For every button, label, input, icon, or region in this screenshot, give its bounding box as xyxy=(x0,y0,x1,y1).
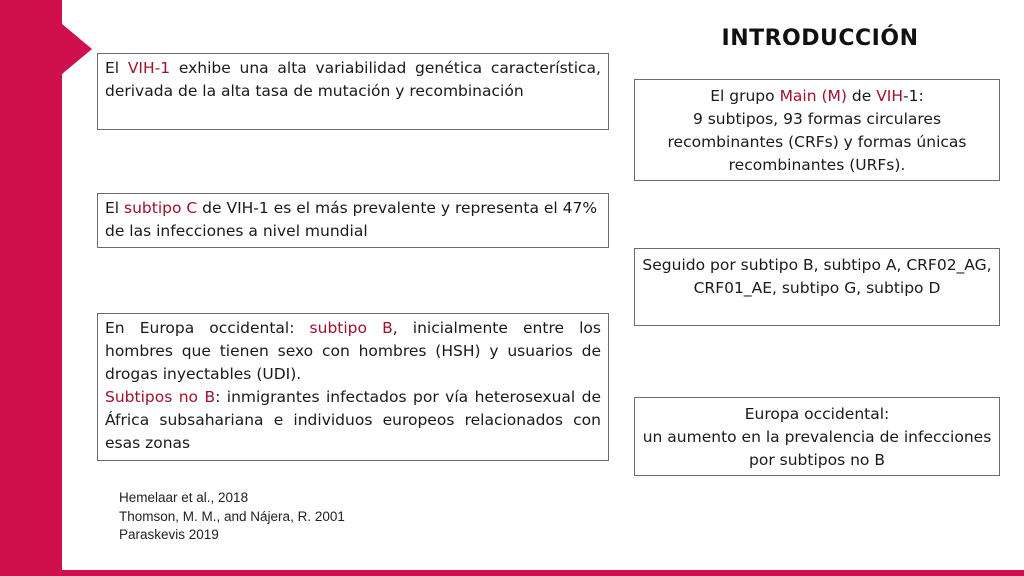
group-m-text-e: -1: xyxy=(903,87,924,105)
western-europe-text-c: , inicialmente entre los hombres que tienen sexo con hombres (HSH) y usuarios de drogas inyectables (UDI). xyxy=(105,319,601,383)
bottom-accent-bar xyxy=(0,570,1024,576)
main-m-highlight: Main (M) xyxy=(779,87,847,105)
europe-increase-box xyxy=(634,397,1000,476)
subtype-b-highlight: subtipo B xyxy=(309,319,393,337)
variability-text-c: exhibe una alta variabilidad genética característica, derivada de la alta tasa de mutación y recombinación xyxy=(105,59,601,100)
accent-arrow-notch xyxy=(62,24,92,74)
page-title: INTRODUCCIÓN xyxy=(721,26,919,51)
group-m-box xyxy=(634,79,1000,181)
group-m-text-c: de xyxy=(846,87,877,105)
vih1-highlight: VIH-1 xyxy=(127,59,171,77)
subtype-c-highlight: subtipo C xyxy=(124,199,198,217)
group-m-text-a: El grupo xyxy=(710,87,780,105)
non-b-subtypes-highlight: Subtipos no B xyxy=(105,388,216,406)
western-europe-text-a: En Europa occidental: xyxy=(105,319,310,337)
reference-item: Thomson, M. M., and Nájera, R. 2001 xyxy=(119,508,345,524)
subtype-c-text-a: El xyxy=(105,199,125,217)
vih-highlight: VIH xyxy=(876,87,904,105)
subtype-c-text-c: de VIH-1 es el más prevalente y representa el 47% de las infecciones a nivel mundial xyxy=(105,199,598,240)
variability-text-a: El xyxy=(105,59,128,77)
subtype-c-box xyxy=(97,193,609,248)
europe-increase-text: un aumento en la prevalencia de infecciones por subtipos no B xyxy=(642,428,992,469)
western-europe-box xyxy=(97,313,609,461)
western-europe-text-e: : inmigrantes infectados por vía heterosexual de África subsahariana e individuos europeos relacionados con esas zonas xyxy=(105,388,602,452)
references xyxy=(119,489,345,545)
subtype-order-box xyxy=(634,248,1000,326)
europe-increase-heading: Europa occidental: xyxy=(744,405,890,423)
reference-item: Paraskevis 2019 xyxy=(119,527,219,542)
reference-item: Hemelaar et al., 2018 xyxy=(119,490,249,505)
subtype-order-text: Seguido por subtipo B, subtipo A, CRF02_AG, CRF01_AE, subtipo G, subtipo D xyxy=(642,256,992,297)
variability-box xyxy=(97,53,609,130)
left-accent-bar xyxy=(0,0,62,576)
group-m-subtypes-text: 9 subtipos, 93 formas circulares recombinantes (CRFs) y formas únicas recombinantes (URFs). xyxy=(667,110,967,174)
